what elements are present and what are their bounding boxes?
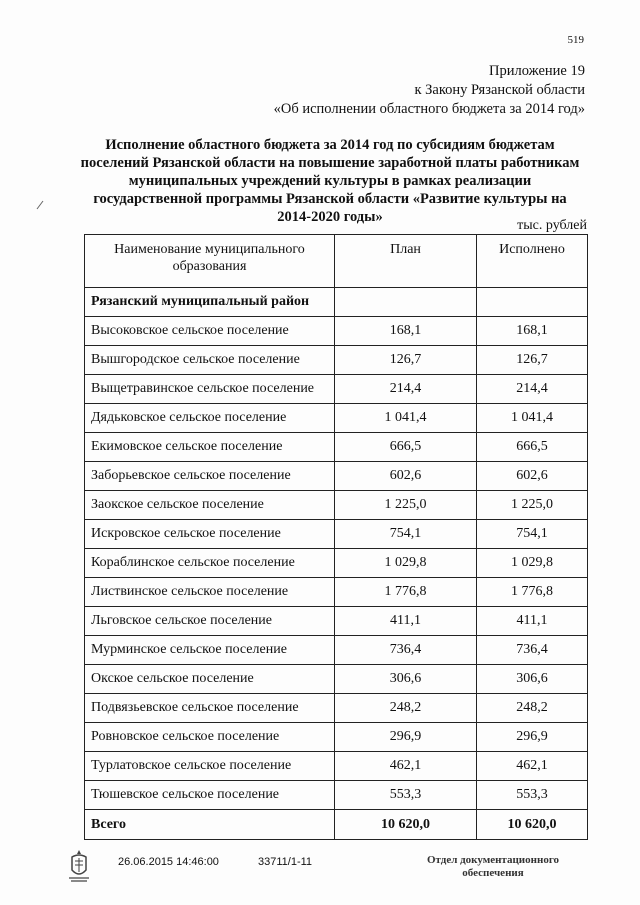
row-plan: 126,7 (335, 346, 477, 375)
row-done: 296,9 (477, 723, 588, 752)
table-row (85, 549, 588, 578)
row-name: Дядьковское сельское поселение (85, 404, 335, 433)
section-name: Рязанский муниципальный район (85, 288, 335, 317)
row-plan: 296,9 (335, 723, 477, 752)
row-plan: 553,3 (335, 781, 477, 810)
footer-department-line-1: Отдел документационного (426, 854, 560, 866)
row-name: Подвязьевское сельское поселение (85, 694, 335, 723)
row-name: Выщетравинское сельское поселение (85, 375, 335, 404)
row-name: Мурминское сельское поселение (85, 636, 335, 665)
row-name: Льговское сельское поселение (85, 607, 335, 636)
total-name: Всего (85, 810, 335, 840)
table-row (85, 375, 588, 404)
row-done: 306,6 (477, 665, 588, 694)
table-row (85, 578, 588, 607)
row-plan: 411,1 (335, 607, 477, 636)
row-plan: 248,2 (335, 694, 477, 723)
header-done: Исполнено (477, 235, 588, 288)
total-row (85, 810, 588, 840)
margin-pen-mark (36, 200, 44, 210)
row-done: 168,1 (477, 317, 588, 346)
row-plan: 736,4 (335, 636, 477, 665)
table-row (85, 317, 588, 346)
row-done: 754,1 (477, 520, 588, 549)
table-row (85, 462, 588, 491)
total-plan: 10 620,0 (335, 810, 477, 840)
coat-of-arms-icon (66, 848, 92, 884)
total-done: 10 620,0 (477, 810, 588, 840)
table-row (85, 433, 588, 462)
table-row (85, 491, 588, 520)
appendix-header (274, 62, 585, 119)
table-row (85, 694, 588, 723)
row-done: 1 029,8 (477, 549, 588, 578)
row-plan: 1 225,0 (335, 491, 477, 520)
row-done: 126,7 (477, 346, 588, 375)
appendix-line-3: «Об исполнении областного бюджета за 2014 год» (273, 101, 585, 117)
header-plan: План (335, 235, 477, 288)
row-done: 1 776,8 (477, 578, 588, 607)
row-done: 462,1 (477, 752, 588, 781)
table-row (85, 607, 588, 636)
footer-department (418, 854, 568, 880)
row-plan: 1 776,8 (335, 578, 477, 607)
row-done: 248,2 (477, 694, 588, 723)
row-done: 553,3 (477, 781, 588, 810)
table-row (85, 781, 588, 810)
appendix-line-2: к Закону Рязанской области (414, 82, 585, 98)
row-name: Заборьевское сельское поселение (85, 462, 335, 491)
section-done-empty (477, 288, 588, 317)
table-row (85, 665, 588, 694)
row-name: Искровское сельское поселение (85, 520, 335, 549)
row-name: Окское сельское поселение (85, 665, 335, 694)
row-plan: 462,1 (335, 752, 477, 781)
row-name: Кораблинское сельское поселение (85, 549, 335, 578)
row-plan: 1 041,4 (335, 404, 477, 433)
row-name: Высоковское сельское поселение (85, 317, 335, 346)
row-name: Вышгородское сельское поселение (85, 346, 335, 375)
row-done: 736,4 (477, 636, 588, 665)
row-done: 1 041,4 (477, 404, 588, 433)
row-name: Турлатовское сельское поселение (85, 752, 335, 781)
footer-timestamp: 26.06.2015 14:46:00 (118, 856, 219, 868)
row-plan: 168,1 (335, 317, 477, 346)
row-plan: 1 029,8 (335, 549, 477, 578)
table-row (85, 404, 588, 433)
appendix-line-1: Приложение 19 (489, 63, 585, 79)
budget-table (84, 234, 588, 840)
row-name: Ровновское сельское поселение (85, 723, 335, 752)
row-name: Заокское сельское поселение (85, 491, 335, 520)
footer-department-line-2: обеспечения (462, 867, 524, 879)
row-name: Листвинское сельское поселение (85, 578, 335, 607)
section-plan-empty (335, 288, 477, 317)
table-row (85, 636, 588, 665)
row-plan: 602,6 (335, 462, 477, 491)
page-number: 519 (567, 34, 584, 46)
section-row (85, 288, 588, 317)
row-done: 411,1 (477, 607, 588, 636)
row-name: Екимовское сельское поселение (85, 433, 335, 462)
table-header-row (85, 235, 588, 288)
row-plan: 666,5 (335, 433, 477, 462)
row-done: 1 225,0 (477, 491, 588, 520)
table-row (85, 752, 588, 781)
row-plan: 754,1 (335, 520, 477, 549)
row-done: 602,6 (477, 462, 588, 491)
row-done: 214,4 (477, 375, 588, 404)
document-title: Исполнение областного бюджета за 2014 год по субсидиям бюджетам поселений Рязанской области на повышение заработной платы работникам муниципальных учреждений культуры в рамках реализации государственной программы Рязанской области «Развитие культуры на 2014-2020 годы» (80, 137, 580, 225)
row-done: 666,5 (477, 433, 588, 462)
header-name: Наименование муниципального образования (85, 235, 335, 288)
table-row (85, 723, 588, 752)
footer-doc-code: 33711/1-11 (258, 856, 313, 868)
row-plan: 214,4 (335, 375, 477, 404)
row-plan: 306,6 (335, 665, 477, 694)
row-name: Тюшевское сельское поселение (85, 781, 335, 810)
table-row (85, 520, 588, 549)
table-row (85, 346, 588, 375)
units-label: тыс. рублей (517, 218, 587, 233)
